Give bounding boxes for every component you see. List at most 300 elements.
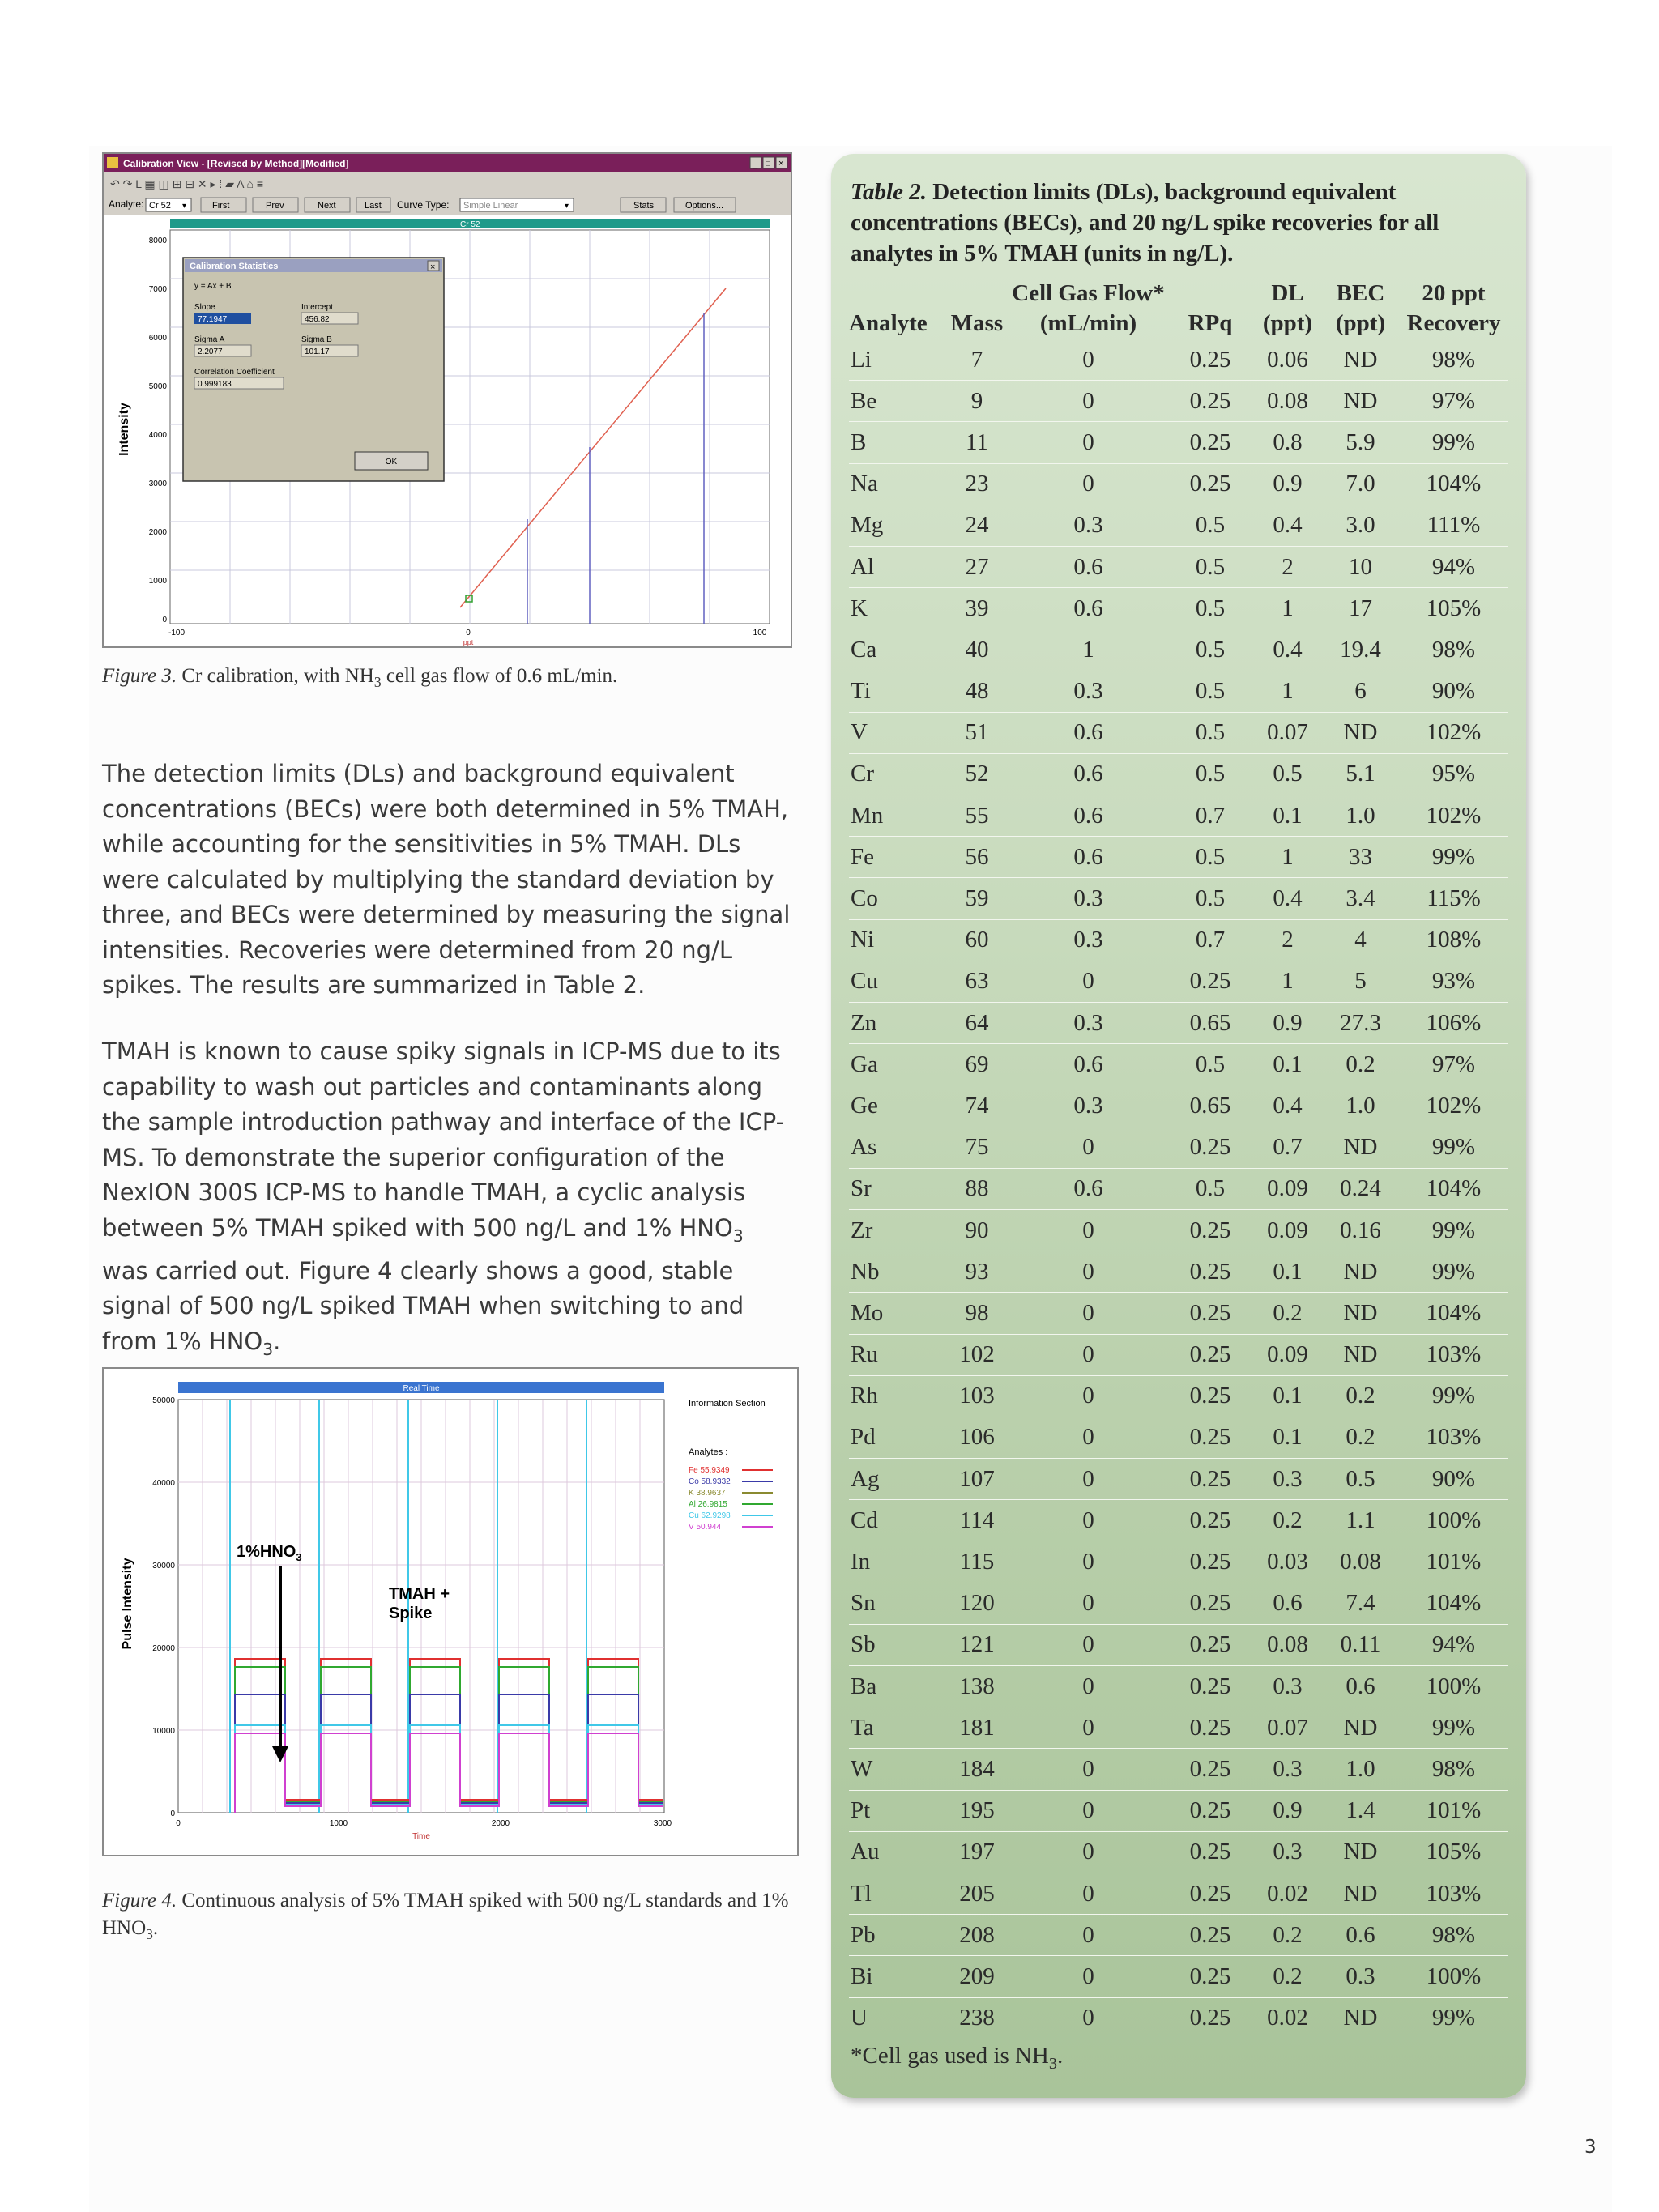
table-cell: 102%: [1399, 795, 1508, 837]
table-cell: 0.25: [1167, 1375, 1253, 1417]
svg-text:3000: 3000: [653, 1819, 672, 1828]
calibration-statistics-dialog: [183, 258, 444, 481]
chevron-down-icon: ▾: [182, 202, 187, 211]
para2-sub-a: 3: [732, 1225, 744, 1246]
table-cell: B: [849, 422, 945, 463]
legend-item: Co 58.9332: [689, 1477, 731, 1486]
intercept-value: 456.82: [305, 315, 330, 324]
table-cell: Na: [849, 463, 945, 505]
table-row: [849, 381, 1508, 422]
table-cell: 0.9: [1253, 1790, 1322, 1831]
table-cell: 7.0: [1322, 463, 1399, 505]
table-cell: 0: [1009, 1624, 1167, 1665]
svg-text:-100: -100: [168, 629, 186, 637]
table-cell: 0.25: [1167, 1624, 1253, 1665]
paragraph-tmah: [102, 1034, 791, 1367]
table-cell: 0: [1009, 1583, 1167, 1624]
table-cell: 99%: [1399, 1127, 1508, 1168]
table-body: [849, 339, 1508, 2039]
table-cell: Cr: [849, 753, 945, 795]
table-cell: Sr: [849, 1168, 945, 1209]
table-cell: Fe: [849, 837, 945, 878]
svg-text:0: 0: [170, 1809, 175, 1818]
table-cell: 0.08: [1253, 1624, 1322, 1665]
table-cell: 1.4: [1322, 1790, 1399, 1831]
footnote-sub: 3: [1048, 2054, 1058, 2073]
table-cell: 0.4: [1253, 878, 1322, 919]
table-cell: 0.2: [1253, 1500, 1322, 1541]
table-cell: 0: [1009, 463, 1167, 505]
table-cell: 0.5: [1253, 753, 1322, 795]
svg-text:4000: 4000: [148, 431, 167, 440]
svg-text:6000: 6000: [148, 334, 167, 343]
first-button[interactable]: First: [212, 201, 230, 211]
table-cell: 108%: [1399, 919, 1508, 961]
table-row: [849, 1831, 1508, 1873]
table-row: [849, 1749, 1508, 1790]
table-cell: 93: [945, 1251, 1009, 1293]
table-cell: 0.3: [1009, 919, 1167, 961]
caption-text-end: cell gas flow of 0.6 mL/min.: [381, 665, 618, 687]
svg-text:30000: 30000: [152, 1562, 175, 1571]
table-cell: 0.3: [1253, 1666, 1322, 1707]
table-cell: 0.5: [1167, 588, 1253, 629]
table-cell: 1: [1253, 837, 1322, 878]
table-cell: 0.03: [1253, 1541, 1322, 1583]
table-cell: 0.2: [1253, 1915, 1322, 1956]
table-cell: 99%: [1399, 1251, 1508, 1293]
x-axis-label: Time: [412, 1832, 430, 1841]
svg-text:2000: 2000: [148, 528, 167, 537]
table-cell: 0.6: [1009, 837, 1167, 878]
legend-item: Al 26.9815: [689, 1500, 727, 1509]
table-cell: 138: [945, 1666, 1009, 1707]
table-cell: 0.65: [1167, 1003, 1253, 1044]
table-cell: 0.5: [1167, 629, 1253, 671]
table-row: [849, 546, 1508, 587]
table-cell: Sb: [849, 1624, 945, 1665]
table-cell: 3.4: [1322, 878, 1399, 919]
table-cell: 0.25: [1167, 1997, 1253, 2039]
table-cell: 0.25: [1167, 1956, 1253, 1997]
page-number: 3: [1584, 2137, 1597, 2158]
table-label: Table 2.: [851, 179, 927, 205]
table-cell: 98%: [1399, 339, 1508, 381]
table-cell: 19.4: [1322, 629, 1399, 671]
table-title: [851, 177, 1507, 269]
table-cell: Pd: [849, 1417, 945, 1458]
y-tick-labels: [152, 1396, 175, 1818]
table-cell: 100%: [1399, 1666, 1508, 1707]
table-cell: 88: [945, 1168, 1009, 1209]
table-cell: 99%: [1399, 837, 1508, 878]
table-cell: Mn: [849, 795, 945, 837]
table-cell: Bi: [849, 1956, 945, 1997]
real-time-plot: [104, 1369, 797, 1855]
calibration-view-window: [104, 154, 791, 646]
table-cell: 102: [945, 1334, 1009, 1375]
table-cell: 0.25: [1167, 1417, 1253, 1458]
table-cell: 0.06: [1253, 339, 1322, 381]
table-row: [849, 1417, 1508, 1458]
stats-label: Stats: [633, 201, 655, 211]
table-cell: 63: [945, 961, 1009, 1002]
svg-text:1000: 1000: [329, 1819, 348, 1828]
table-cell: 0: [1009, 1375, 1167, 1417]
table-row: [849, 505, 1508, 546]
table-cell: 98%: [1399, 1915, 1508, 1956]
svg-text:8000: 8000: [148, 237, 167, 245]
svg-text:↶ ↷ L ▦ ◫ ⊞ ⊟ ✕ ▸ ⁞ ▰ A ⌂ ≡: ↶ ↷ L ▦ ◫ ⊞ ⊟ ✕ ▸ ⁞ ▰ A ⌂ ≡: [110, 177, 264, 190]
table-cell: 1: [1253, 588, 1322, 629]
table-cell: 103: [945, 1375, 1009, 1417]
table-row: [849, 1085, 1508, 1127]
table-row: [849, 1873, 1508, 1914]
table-row: [849, 1666, 1508, 1707]
table-cell: 64: [945, 1003, 1009, 1044]
window-title: Calibration View - [Revised by Method][Modified]: [123, 158, 349, 169]
annotation-tmah-line1: TMAH +: [389, 1585, 450, 1603]
table-cell: 5: [1322, 961, 1399, 1002]
caption-sub: 3: [146, 1926, 153, 1942]
table-cell: 10: [1322, 546, 1399, 587]
window-controls[interactable]: [750, 157, 787, 169]
svg-text:50000: 50000: [152, 1396, 175, 1405]
table-cell: 0.25: [1167, 1293, 1253, 1334]
footnote-end: .: [1057, 2043, 1064, 2069]
table-cell: 102%: [1399, 712, 1508, 753]
svg-text:_: _: [753, 160, 758, 169]
table-row: [849, 1583, 1508, 1624]
table-cell: 0: [1009, 1956, 1167, 1997]
table-cell: 6: [1322, 671, 1399, 712]
table-cell: 0.25: [1167, 1583, 1253, 1624]
table-cell: 0: [1009, 381, 1167, 422]
table-row: [849, 837, 1508, 878]
table-cell: 184: [945, 1749, 1009, 1790]
table-cell: 0.7: [1167, 919, 1253, 961]
annotation-hno3: $1\%HNO_3$: [237, 1543, 302, 1563]
table-cell: ND: [1322, 712, 1399, 753]
table-cell: 103%: [1399, 1873, 1508, 1914]
table-cell: 33: [1322, 837, 1399, 878]
table-cell: 1.1: [1322, 1500, 1399, 1541]
table-cell: 0.5: [1322, 1459, 1399, 1500]
table-cell: 0.25: [1167, 1666, 1253, 1707]
table-cell: 0.5: [1167, 753, 1253, 795]
table-cell: 0.25: [1167, 1790, 1253, 1831]
svg-text:40000: 40000: [152, 1479, 175, 1488]
table-cell: 2: [1253, 919, 1322, 961]
table-cell: 7: [945, 339, 1009, 381]
table-cell: 0.25: [1167, 1873, 1253, 1914]
table-cell: 99%: [1399, 1209, 1508, 1251]
table-cell: 238: [945, 1997, 1009, 2039]
toolbar-icons[interactable]: [110, 177, 263, 190]
table-cell: 94%: [1399, 1624, 1508, 1665]
table-row: [849, 1459, 1508, 1500]
table-cell: ND: [1322, 1831, 1399, 1873]
table-cell: 0: [1009, 1417, 1167, 1458]
table-cell: 98%: [1399, 1749, 1508, 1790]
table-cell: 0.3: [1009, 1003, 1167, 1044]
col-header-recovery: 20 ppt Recovery: [1406, 280, 1501, 336]
table-cell: 104%: [1399, 1293, 1508, 1334]
table-cell: 0: [1009, 1873, 1167, 1914]
table-cell: 98: [945, 1293, 1009, 1334]
table-cell: 105%: [1399, 1831, 1508, 1873]
table-cell: 102%: [1399, 1085, 1508, 1127]
table-cell: 0.5: [1167, 505, 1253, 546]
sigma-a-label: Sigma A: [194, 335, 225, 344]
table-cell: 0: [1009, 1666, 1167, 1707]
caption-text: Cr calibration, with NH: [181, 665, 374, 687]
table-cell: 0.6: [1009, 712, 1167, 753]
table-cell: U: [849, 1997, 945, 2039]
table-cell: 1: [1253, 671, 1322, 712]
table-cell: 2: [1253, 546, 1322, 587]
svg-text:×: ×: [778, 159, 784, 168]
table-cell: 0.3: [1009, 671, 1167, 712]
last-button[interactable]: Last: [365, 201, 382, 211]
table-cell: 0.08: [1322, 1541, 1399, 1583]
table-cell: 114: [945, 1500, 1009, 1541]
correlation-value: 0.999183: [198, 380, 232, 389]
table-cell: 94%: [1399, 546, 1508, 587]
table-cell: 69: [945, 1044, 1009, 1085]
table-cell: 0.25: [1167, 1251, 1253, 1293]
table-cell: 40: [945, 629, 1009, 671]
table-cell: 0.24: [1322, 1168, 1399, 1209]
table-cell: 0.6: [1253, 1583, 1322, 1624]
table-cell: 1: [1253, 961, 1322, 1002]
table-cell: 181: [945, 1707, 1009, 1749]
col-header-rpq: RPq: [1188, 310, 1233, 336]
table-cell: 0.11: [1322, 1624, 1399, 1665]
table-cell: Ga: [849, 1044, 945, 1085]
table-row: [849, 919, 1508, 961]
table-cell: 0.5: [1167, 1168, 1253, 1209]
table-row: [849, 1209, 1508, 1251]
analyte-label: Analyte:: [109, 198, 144, 210]
table-cell: 27: [945, 546, 1009, 587]
table-cell: 0.2: [1322, 1375, 1399, 1417]
table-cell: 39: [945, 588, 1009, 629]
table-cell: 0.25: [1167, 381, 1253, 422]
table-row: [849, 463, 1508, 505]
table-cell: ND: [1322, 1127, 1399, 1168]
table-cell: 0.25: [1167, 339, 1253, 381]
table-cell: 0: [1009, 339, 1167, 381]
table-cell: 27.3: [1322, 1003, 1399, 1044]
svg-text:10000: 10000: [152, 1727, 175, 1736]
chevron-down-icon: ▾: [565, 202, 569, 211]
table-cell: Ti: [849, 671, 945, 712]
table-cell: ND: [1322, 1334, 1399, 1375]
table-cell: 0.6: [1009, 588, 1167, 629]
table-cell: 101%: [1399, 1790, 1508, 1831]
y-axis-label: Pulse Intensity: [121, 1558, 134, 1650]
table-cell: 107: [945, 1459, 1009, 1500]
table-cell: 120: [945, 1583, 1009, 1624]
figure-3-screenshot: [102, 152, 792, 648]
table-cell: 99%: [1399, 1707, 1508, 1749]
table-cell: 0: [1009, 1541, 1167, 1583]
table-row: [849, 1624, 1508, 1665]
para2-text-b: was carried out. Figure 4 clearly shows a good, stable signal of 500 ng/L spiked TMAH when switching to and from 1% HNO: [102, 1256, 744, 1355]
svg-text:1000: 1000: [148, 577, 167, 586]
table-cell: 0.3: [1322, 1956, 1399, 1997]
table-cell: 0.08: [1253, 381, 1322, 422]
table-cell: 0: [1009, 1127, 1167, 1168]
table-cell: Ge: [849, 1085, 945, 1127]
nav-buttons[interactable]: [201, 198, 390, 212]
table-cell: 0.25: [1167, 1915, 1253, 1956]
correlation-label: Correlation Coefficient: [194, 368, 275, 377]
col-header-dl: DL (ppt): [1262, 280, 1313, 336]
table-cell: 105%: [1399, 588, 1508, 629]
table-cell: 0.5: [1167, 837, 1253, 878]
svg-text:20000: 20000: [152, 1644, 175, 1653]
prev-button[interactable]: Prev: [266, 201, 284, 211]
table-cell: 56: [945, 837, 1009, 878]
table-cell: 0.6: [1322, 1915, 1399, 1956]
table-cell: 0.5: [1167, 712, 1253, 753]
detection-limits-table: [849, 274, 1508, 2039]
para2-text-a: TMAH is known to cause spiky signals in ICP-MS due to its capability to wash out particles and contaminants along the sample introduction pathway and interface of the ICP-MS. To demonstrate the superior configuration of the NexION 300S ICP-MS to handle TMAH, a cyclic analysis between 5% TMAH spiked with 500 ng/L and 1% HNO: [102, 1038, 785, 1242]
table-cell: 90: [945, 1209, 1009, 1251]
curve-type-value: Simple Linear: [463, 201, 518, 211]
table-cell: 3.0: [1322, 505, 1399, 546]
legend-item: V 50.944: [689, 1523, 722, 1532]
table-cell: Mg: [849, 505, 945, 546]
table-cell: 55: [945, 795, 1009, 837]
table-row: [849, 712, 1508, 753]
table-cell: 0.4: [1253, 505, 1322, 546]
table-cell: 0.7: [1167, 795, 1253, 837]
table-cell: 11: [945, 422, 1009, 463]
figure-4-screenshot: [102, 1367, 799, 1856]
table-header-row: [849, 274, 1508, 339]
table-cell: 0.09: [1253, 1168, 1322, 1209]
table-cell: 99%: [1399, 422, 1508, 463]
table-cell: 205: [945, 1873, 1009, 1914]
plot-title: Real Time: [403, 1384, 440, 1393]
table-row: [849, 1500, 1508, 1541]
sigma-b-label: Sigma B: [301, 335, 332, 344]
table-cell: 0.25: [1167, 1500, 1253, 1541]
col-header-analyte: Analyte: [849, 310, 928, 336]
table-cell: 0: [1009, 1749, 1167, 1790]
table-cell: 5.9: [1322, 422, 1399, 463]
table-cell: Nb: [849, 1251, 945, 1293]
table-cell: 99%: [1399, 1997, 1508, 2039]
table-cell: 0.25: [1167, 1334, 1253, 1375]
table-cell: 0.07: [1253, 1707, 1322, 1749]
svg-text:0: 0: [466, 629, 471, 637]
svg-text:0: 0: [176, 1819, 181, 1828]
table-cell: 101%: [1399, 1541, 1508, 1583]
table-cell: 0: [1009, 1251, 1167, 1293]
table-cell: 4: [1322, 919, 1399, 961]
table-row: [849, 339, 1508, 381]
table-cell: 0.25: [1167, 961, 1253, 1002]
table-row: [849, 1044, 1508, 1085]
svg-text:100: 100: [753, 629, 767, 637]
close-icon: ×: [430, 262, 436, 272]
ok-label: OK: [385, 458, 398, 467]
svg-text:□: □: [766, 160, 771, 168]
caption-label: Figure 3.: [102, 665, 177, 687]
table-cell: 0: [1009, 422, 1167, 463]
table-cell: 209: [945, 1956, 1009, 1997]
table-cell: 97%: [1399, 1044, 1508, 1085]
table-cell: ND: [1322, 1707, 1399, 1749]
analytes-label: Analytes :: [689, 1447, 728, 1457]
table-title-text: Detection limits (DLs), background equivalent concentrations (BECs), and 20 ng/L spike recoveries for all analytes in 5% TMAH (units in ng/L).: [851, 179, 1439, 266]
next-button[interactable]: Next: [318, 201, 336, 211]
info-section-title: Information Section: [689, 1399, 766, 1409]
table-cell: 104%: [1399, 1168, 1508, 1209]
table-cell: Al: [849, 546, 945, 587]
table-cell: 0.4: [1253, 1085, 1322, 1127]
x-tick-labels: [168, 629, 767, 637]
figure-4-caption: [102, 1887, 799, 1948]
table-cell: 0.25: [1167, 1209, 1253, 1251]
table-cell: Zr: [849, 1209, 945, 1251]
table-cell: 115%: [1399, 878, 1508, 919]
table-row: [849, 1334, 1508, 1375]
table-cell: 0.5: [1167, 878, 1253, 919]
table-cell: 17: [1322, 588, 1399, 629]
table-cell: 0.1: [1253, 1375, 1322, 1417]
dialog-title: Calibration Statistics: [190, 262, 279, 271]
plot-title: Cr 52: [460, 220, 480, 229]
table-cell: 0: [1009, 1915, 1167, 1956]
sigma-a-value: 2.2077: [198, 347, 223, 356]
table-cell: 0.7: [1253, 1127, 1322, 1168]
table-cell: 0.6: [1009, 546, 1167, 587]
table-row: [849, 1956, 1508, 1997]
table-cell: 0.1: [1253, 1251, 1322, 1293]
table-cell: 59: [945, 878, 1009, 919]
para2-text-c: .: [273, 1327, 281, 1355]
table-cell: Zn: [849, 1003, 945, 1044]
table-row: [849, 629, 1508, 671]
table-cell: 115: [945, 1541, 1009, 1583]
table-cell: Ca: [849, 629, 945, 671]
table-cell: 1.0: [1322, 1749, 1399, 1790]
table-cell: 0: [1009, 1293, 1167, 1334]
table-row: [849, 588, 1508, 629]
table-cell: 7.4: [1322, 1583, 1399, 1624]
table-cell: Ta: [849, 1707, 945, 1749]
table-cell: 195: [945, 1790, 1009, 1831]
table-cell: 121: [945, 1624, 1009, 1665]
table-footnote: [851, 2043, 1063, 2073]
table-cell: 75: [945, 1127, 1009, 1168]
table-cell: 0.07: [1253, 712, 1322, 753]
table-cell: 74: [945, 1085, 1009, 1127]
y-tick-labels: [149, 237, 168, 624]
table-cell: 51: [945, 712, 1009, 753]
table-cell: 0.9: [1253, 1003, 1322, 1044]
table-cell: 1.0: [1322, 1085, 1399, 1127]
table-cell: 0.6: [1009, 1168, 1167, 1209]
table-cell: 0.5: [1167, 546, 1253, 587]
table-cell: 104%: [1399, 463, 1508, 505]
table-cell: 106: [945, 1417, 1009, 1458]
